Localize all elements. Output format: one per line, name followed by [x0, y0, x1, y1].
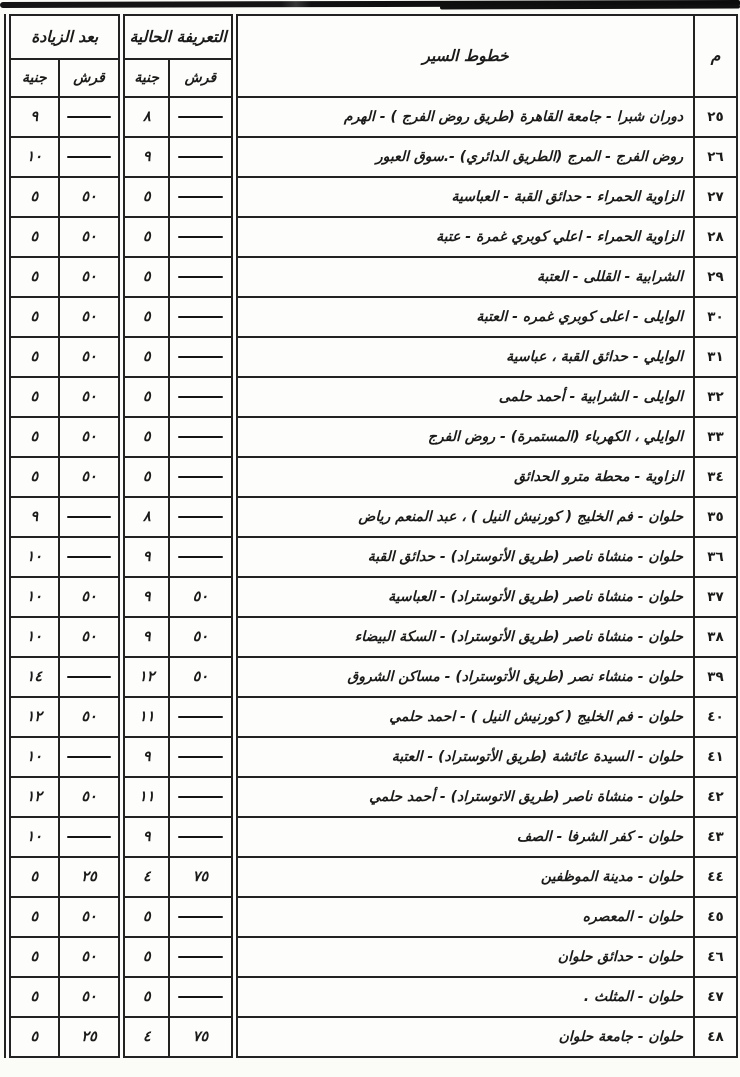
current-qirsh-cell	[169, 897, 234, 937]
dash-line	[178, 956, 223, 958]
table-row	[8, 737, 738, 777]
route-cell: الزاوية الحمراء - اعلي كوبري غمرة - عتبة	[234, 217, 694, 257]
row-num-cell: ٣٨	[694, 617, 737, 657]
current-jineih-cell: ٩	[122, 617, 169, 657]
dash-line	[178, 836, 223, 838]
after-qirsh-cell: ٥٠	[59, 977, 122, 1017]
after-jineih-cell: ٥	[8, 457, 59, 497]
current-qirsh-cell	[169, 817, 234, 857]
table-row	[8, 617, 738, 657]
current-qirsh-cell	[169, 457, 234, 497]
current-qirsh-cell	[169, 297, 234, 337]
table-row	[8, 657, 738, 697]
row-num-cell: ٤٢	[694, 777, 737, 817]
route-cell: روض الفرج - المرج (الطريق الدائري) -.سوق العبور	[234, 137, 694, 177]
after-jineih-cell: ١٠	[8, 617, 59, 657]
after-qirsh-cell	[59, 537, 122, 577]
table-row	[8, 377, 738, 417]
col-header-after-qirsh: قرش	[59, 59, 122, 97]
route-cell: حلوان - مدينة الموظفين	[234, 857, 694, 897]
after-jineih-cell: ١٢	[8, 777, 59, 817]
route-cell: الزاوية - محطة مترو الحدائق	[234, 457, 694, 497]
route-cell: الوايلى - الشرابية - أحمد حلمى	[234, 377, 694, 417]
scan-artifact-top-right	[440, 4, 740, 9]
dash-line	[67, 116, 111, 118]
current-qirsh-cell: ٧٥	[169, 857, 234, 897]
route-cell: حلوان - جامعة حلوان	[234, 1017, 694, 1057]
after-jineih-cell: ٥	[8, 1017, 59, 1057]
current-jineih-cell: ١١	[122, 697, 169, 737]
current-qirsh-cell: ٧٥	[169, 1017, 234, 1057]
route-cell: الوايلي - حدائق القبة ، عباسية	[234, 337, 694, 377]
dash-line	[178, 756, 223, 758]
table-row	[8, 97, 738, 137]
row-num-cell: ٤٨	[694, 1017, 737, 1057]
after-qirsh-cell: ٥٠	[59, 417, 122, 457]
current-jineih-cell: ٨	[122, 497, 169, 537]
current-qirsh-cell: ٥٠	[169, 577, 234, 617]
route-cell: حلوان - المثلث .	[234, 977, 694, 1017]
current-qirsh-cell	[169, 337, 234, 377]
dash-line	[178, 316, 223, 318]
row-num-cell: ٣١	[694, 337, 737, 377]
dash-line	[67, 836, 111, 838]
table-row	[8, 697, 738, 737]
dash-line	[178, 916, 223, 918]
dash-line	[67, 756, 111, 758]
col-header-routes: خطوط السير	[234, 15, 694, 97]
table-row	[8, 257, 738, 297]
after-jineih-cell: ١٠	[8, 577, 59, 617]
after-qirsh-cell: ٥٠	[59, 617, 122, 657]
current-jineih-cell: ٩	[122, 817, 169, 857]
current-jineih-cell: ٥	[122, 417, 169, 457]
dash-line	[178, 356, 223, 358]
dash-line	[178, 116, 223, 118]
after-jineih-cell: ٩	[8, 97, 59, 137]
current-jineih-cell: ٥	[122, 457, 169, 497]
current-jineih-cell: ٩	[122, 577, 169, 617]
table-row	[8, 417, 738, 457]
table-row	[8, 337, 738, 377]
row-num-cell: ٤٤	[694, 857, 737, 897]
after-jineih-cell: ٥	[8, 257, 59, 297]
current-jineih-cell: ٩	[122, 537, 169, 577]
after-qirsh-cell	[59, 657, 122, 697]
dash-line	[67, 516, 111, 518]
after-jineih-cell: ٥	[8, 977, 59, 1017]
route-cell: الوايلي ، الكهرباء (المستمرة) - روض الفرج	[234, 417, 694, 457]
dash-line	[67, 676, 111, 678]
col-header-after-jineih: جنية	[8, 59, 59, 97]
col-header-current-jineih: جنية	[122, 59, 169, 97]
current-qirsh-cell	[169, 497, 234, 537]
row-num-cell: ٢٥	[694, 97, 737, 137]
current-jineih-cell: ٤	[122, 1017, 169, 1057]
after-jineih-cell: ٩	[8, 497, 59, 537]
current-qirsh-cell	[169, 697, 234, 737]
table-row	[8, 977, 738, 1017]
dash-line	[67, 156, 111, 158]
group-header-current-tariff: التعريفة الحالية	[122, 15, 234, 59]
after-qirsh-cell: ٥٠	[59, 297, 122, 337]
current-jineih-cell: ٤	[122, 857, 169, 897]
table-row	[8, 177, 738, 217]
after-qirsh-cell: ٥٠	[59, 577, 122, 617]
after-jineih-cell: ١٤	[8, 657, 59, 697]
table-row	[8, 297, 738, 337]
route-cell: حلوان - فم الخليج ( كورنيش النيل ) ، عبد المنعم رياض	[234, 497, 694, 537]
current-qirsh-cell	[169, 937, 234, 977]
after-qirsh-cell	[59, 97, 122, 137]
table-row	[8, 777, 738, 817]
dash-line	[178, 396, 223, 398]
table-row	[8, 817, 738, 857]
current-qirsh-cell	[169, 737, 234, 777]
row-num-cell: ٣٧	[694, 577, 737, 617]
after-qirsh-cell: ٥٠	[59, 937, 122, 977]
current-qirsh-cell	[169, 537, 234, 577]
current-qirsh-cell	[169, 777, 234, 817]
after-jineih-cell: ١٠	[8, 737, 59, 777]
current-jineih-cell: ٥	[122, 897, 169, 937]
after-qirsh-cell: ٥٠	[59, 897, 122, 937]
route-cell: حلوان - المعصره	[234, 897, 694, 937]
current-qirsh-cell: ٥٠	[169, 657, 234, 697]
after-jineih-cell: ١٠	[8, 817, 59, 857]
after-qirsh-cell: ٥٠	[59, 377, 122, 417]
current-jineih-cell: ٥	[122, 337, 169, 377]
dash-line	[178, 476, 223, 478]
row-num-cell: ٤٥	[694, 897, 737, 937]
table-row	[8, 137, 738, 177]
col-header-current-qirsh: قرش	[169, 59, 234, 97]
after-jineih-cell: ٥	[8, 377, 59, 417]
route-cell: حلوان - منشاء نصر (طريق الأتوستراد) - مساكن الشروق	[234, 657, 694, 697]
after-jineih-cell: ٥	[8, 337, 59, 377]
row-num-cell: ٣٥	[694, 497, 737, 537]
row-num-cell: ٣٦	[694, 537, 737, 577]
route-cell: حلوان - منشاة ناصر (طريق الاتوستراد) - أحمد حلمي	[234, 777, 694, 817]
current-jineih-cell: ٥	[122, 217, 169, 257]
after-qirsh-cell: ٥٠	[59, 217, 122, 257]
route-cell: الزاوية الحمراء - حدائق القبة - العباسية	[234, 177, 694, 217]
table-row	[8, 497, 738, 537]
current-jineih-cell: ٥	[122, 257, 169, 297]
dash-line	[178, 796, 223, 798]
route-cell: حلوان - منشاة ناصر (طريق الأتوستراد) - السكة البيضاء	[234, 617, 694, 657]
after-qirsh-cell: ٢٥	[59, 1017, 122, 1057]
current-qirsh-cell	[169, 97, 234, 137]
current-qirsh-cell	[169, 217, 234, 257]
row-num-cell: ٤٧	[694, 977, 737, 1017]
row-num-cell: ٣٩	[694, 657, 737, 697]
current-jineih-cell: ٥	[122, 937, 169, 977]
table-row	[8, 217, 738, 257]
table-row	[8, 1017, 738, 1057]
current-jineih-cell: ٥	[122, 377, 169, 417]
current-qirsh-cell	[169, 137, 234, 177]
current-jineih-cell: ٥	[122, 977, 169, 1017]
table-row	[8, 577, 738, 617]
dash-line	[178, 996, 223, 998]
row-num-cell: ٣٣	[694, 417, 737, 457]
after-jineih-cell: ١٠	[8, 537, 59, 577]
dash-line	[178, 196, 223, 198]
current-qirsh-cell	[169, 257, 234, 297]
after-qirsh-cell: ٢٥	[59, 857, 122, 897]
current-jineih-cell: ٩	[122, 137, 169, 177]
dash-line	[178, 716, 223, 718]
current-jineih-cell: ٩	[122, 737, 169, 777]
after-jineih-cell: ٥	[8, 177, 59, 217]
route-cell: دوران شبرا - جامعة القاهرة (طريق روض الفرج ) - الهرم	[234, 97, 694, 137]
dash-line	[178, 276, 223, 278]
current-jineih-cell: ٨	[122, 97, 169, 137]
current-jineih-cell: ٥	[122, 297, 169, 337]
route-cell: الوايلى - اعلى كوبري غمره - العتبة	[234, 297, 694, 337]
row-num-cell: ٤١	[694, 737, 737, 777]
current-qirsh-cell: ٥٠	[169, 617, 234, 657]
route-cell: حلوان - كفر الشرفا - الصف	[234, 817, 694, 857]
after-qirsh-cell: ٥٠	[59, 177, 122, 217]
dash-line	[178, 156, 223, 158]
after-qirsh-cell: ٥٠	[59, 337, 122, 377]
current-jineih-cell: ٥	[122, 177, 169, 217]
row-num-cell: ٢٧	[694, 177, 737, 217]
after-qirsh-cell	[59, 137, 122, 177]
current-qirsh-cell	[169, 377, 234, 417]
after-qirsh-cell	[59, 817, 122, 857]
after-qirsh-cell	[59, 497, 122, 537]
current-qirsh-cell	[169, 977, 234, 1017]
route-rows	[8, 97, 738, 1057]
table-row	[8, 537, 738, 577]
route-cell: حلوان - منشاة ناصر (طريق الأتوستراد) - حدائق القبة	[234, 537, 694, 577]
row-num-cell: ٢٩	[694, 257, 737, 297]
after-jineih-cell: ٥	[8, 937, 59, 977]
dash-line	[178, 556, 223, 558]
row-num-cell: ٤٦	[694, 937, 737, 977]
group-header-after-increase: بعد الزيادة	[8, 15, 122, 59]
table-row	[8, 937, 738, 977]
fare-table	[4, 14, 738, 1058]
col-header-num: م	[694, 15, 737, 97]
row-num-cell: ٤٠	[694, 697, 737, 737]
current-jineih-cell: ١٢	[122, 657, 169, 697]
route-cell: حلوان - فم الخليج ( كورنيش النيل ) - احمد حلمي	[234, 697, 694, 737]
table-row	[8, 457, 738, 497]
route-cell: حلوان - حدائق حلوان	[234, 937, 694, 977]
table-row	[8, 897, 738, 937]
row-num-cell: ٣٤	[694, 457, 737, 497]
after-qirsh-cell	[59, 737, 122, 777]
after-jineih-cell: ١٠	[8, 137, 59, 177]
current-jineih-cell: ١١	[122, 777, 169, 817]
dash-line	[178, 516, 223, 518]
dash-line	[178, 236, 223, 238]
after-jineih-cell: ٥	[8, 217, 59, 257]
row-num-cell: ٢٦	[694, 137, 737, 177]
fare-table-header	[8, 15, 738, 97]
table-row	[8, 857, 738, 897]
route-cell: الشرابية - القللى - العتبة	[234, 257, 694, 297]
row-num-cell: ٣٢	[694, 377, 737, 417]
after-qirsh-cell: ٥٠	[59, 697, 122, 737]
dash-line	[178, 436, 223, 438]
route-cell: حلوان - منشاة ناصر (طريق الأتوستراد) - العباسية	[234, 577, 694, 617]
current-qirsh-cell	[169, 177, 234, 217]
after-jineih-cell: ٥	[8, 897, 59, 937]
after-jineih-cell: ٥	[8, 417, 59, 457]
after-jineih-cell: ٥	[8, 297, 59, 337]
after-jineih-cell: ٥	[8, 857, 59, 897]
after-qirsh-cell: ٥٠	[59, 257, 122, 297]
current-qirsh-cell	[169, 417, 234, 457]
after-qirsh-cell: ٥٠	[59, 457, 122, 497]
after-qirsh-cell: ٥٠	[59, 777, 122, 817]
after-jineih-cell: ١٢	[8, 697, 59, 737]
row-num-cell: ٢٨	[694, 217, 737, 257]
dash-line	[67, 556, 111, 558]
route-cell: حلوان - السيدة عائشة (طريق الأتوستراد) - العتبة	[234, 737, 694, 777]
row-num-cell: ٤٣	[694, 817, 737, 857]
row-num-cell: ٣٠	[694, 297, 737, 337]
